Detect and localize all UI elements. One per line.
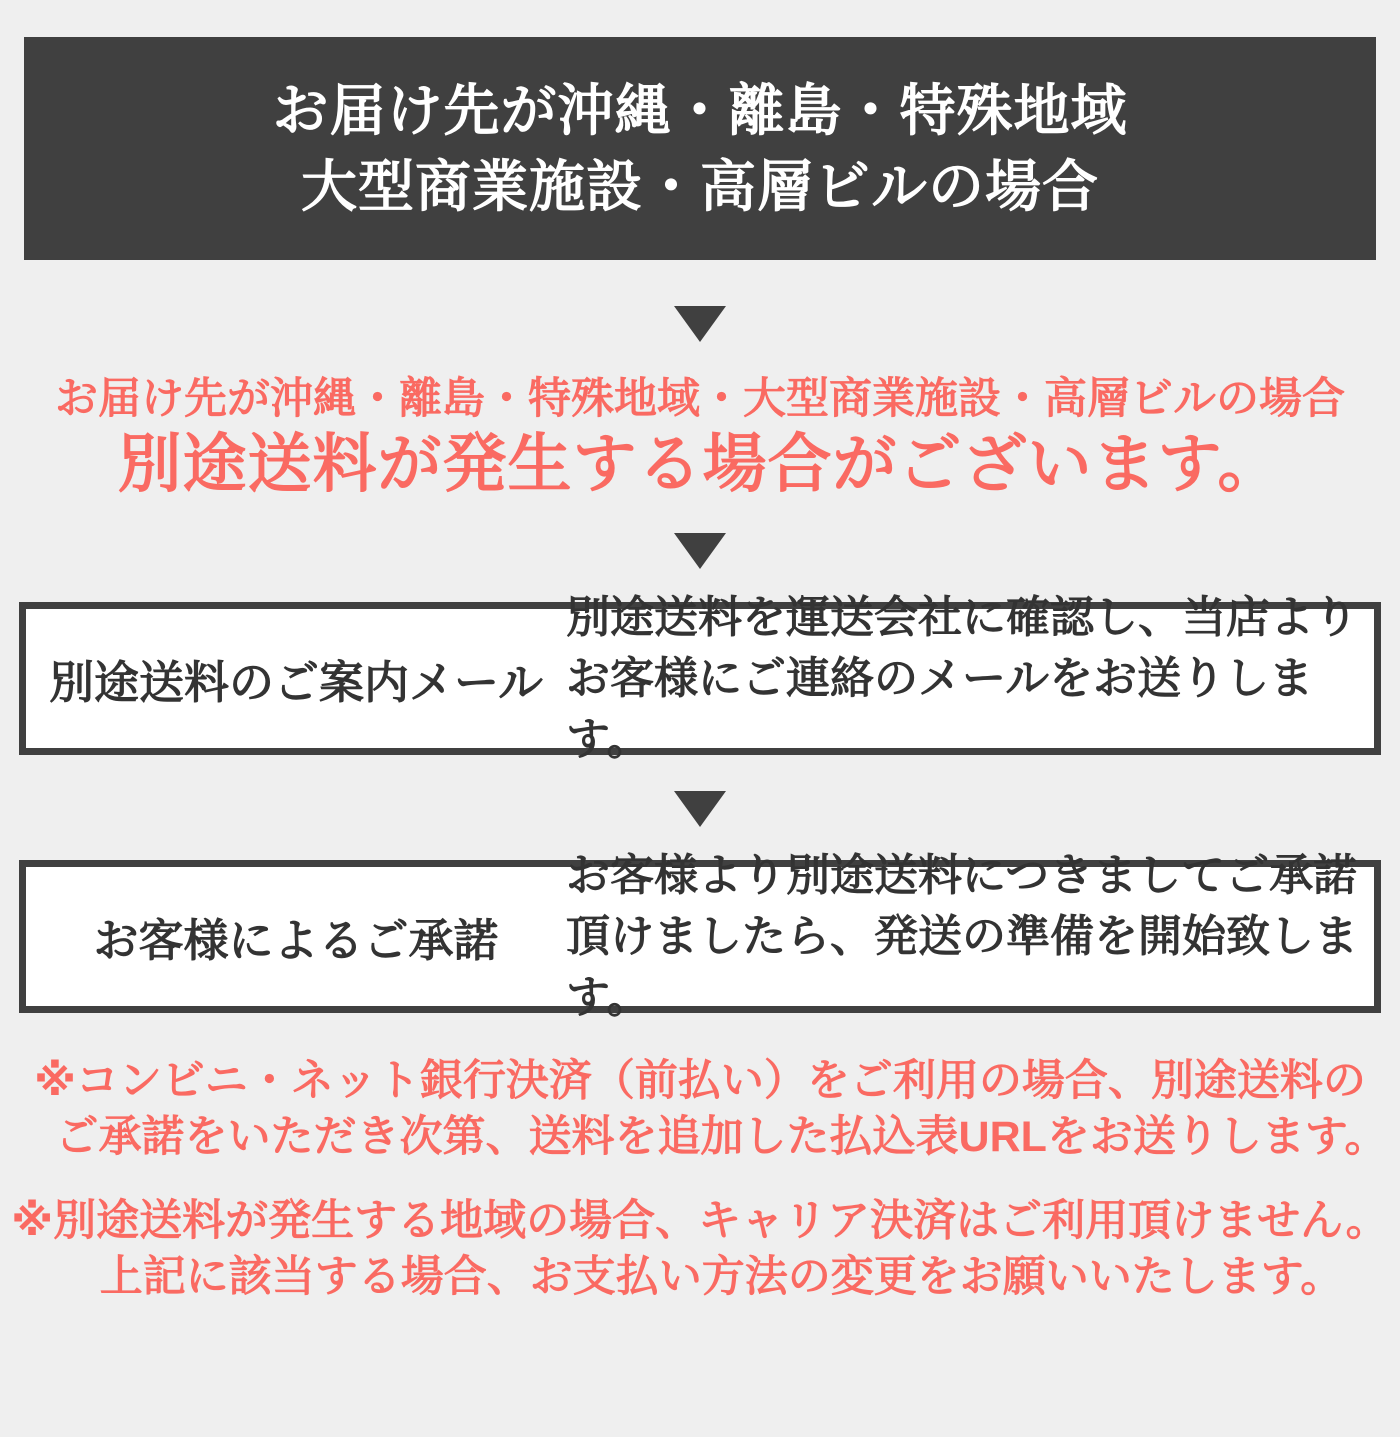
step-description xyxy=(566,845,1374,1028)
note-line: ※コンビニ・ネット銀行決済（前払い）をご利用の場合、別途送料の xyxy=(34,1057,1366,1105)
step-desc-line: お客様にご連絡のメールをお送りします。 xyxy=(566,654,1314,764)
surcharge-alert xyxy=(0,372,1400,502)
alert-conditions-line: お届け先が沖縄・離島・特殊地域・大型商業施設・高層ビルの場合 xyxy=(55,375,1345,423)
step-desc-line: 頂けましたら、発送の準備を開始致します。 xyxy=(566,912,1358,1022)
step-desc-line: 別途送料を運送会社に確認し、当店より xyxy=(566,593,1358,642)
shipping-surcharge-infographic xyxy=(0,37,1400,1437)
alert-main-line: 別途送料が発生する場合がございます。 xyxy=(117,428,1283,500)
note-line: ご承諾をいただき次第、送料を追加した払込表URLをお送りします。 xyxy=(12,1113,1388,1161)
note-carrier-payment xyxy=(0,1193,1400,1305)
note-line: 上記に該当する場合、お支払い方法の変更をお願いいたします。 xyxy=(56,1253,1344,1301)
note-prepayment xyxy=(0,1053,1400,1165)
step-title: お客様によるご承諾 xyxy=(93,915,499,966)
step-surcharge-email xyxy=(19,593,1381,764)
header-line2: 大型商業施設・高層ビルの場合 xyxy=(301,154,1099,218)
step-desc-line: お客様より別途送料につきましてご承諾 xyxy=(566,851,1358,900)
down-arrow-icon xyxy=(674,533,726,569)
note-line: ※別途送料が発生する地域の場合、キャリア決済はご利用頂けません。 xyxy=(11,1197,1389,1245)
header-banner xyxy=(24,37,1376,260)
step-customer-approval xyxy=(19,851,1381,1022)
step-title: 別途送料のご案内メール xyxy=(48,657,544,708)
step-description xyxy=(566,587,1374,770)
header-line1: お届け先が沖縄・離島・特殊地域 xyxy=(272,78,1128,142)
down-arrow-icon xyxy=(674,791,726,827)
down-arrow-icon xyxy=(674,306,726,342)
